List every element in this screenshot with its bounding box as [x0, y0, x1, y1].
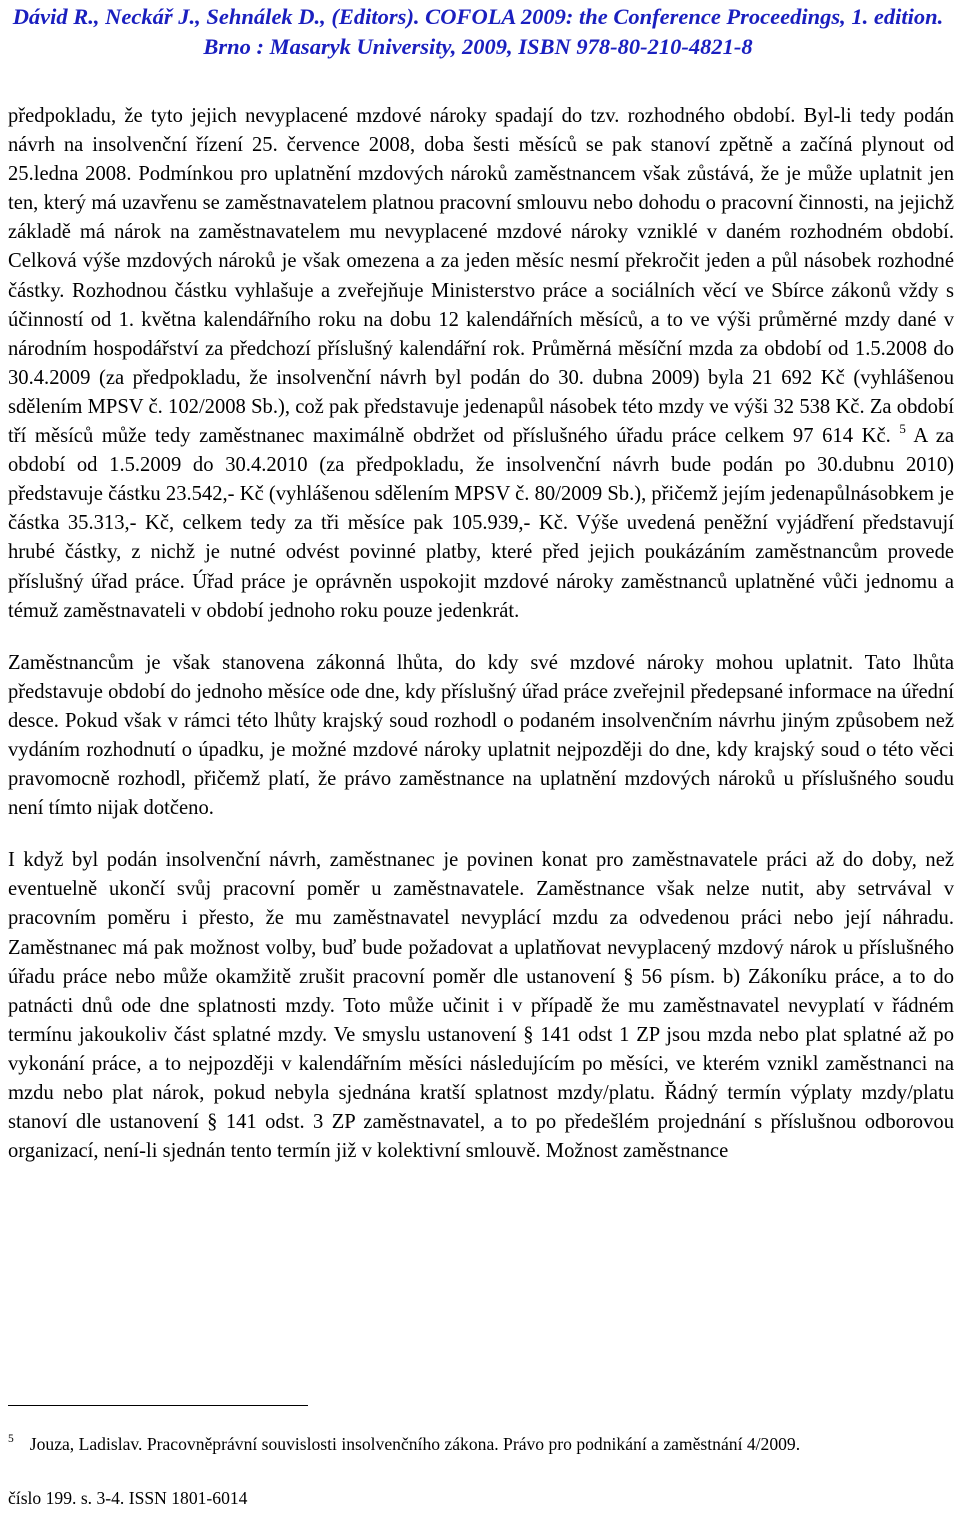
- body-text: [8, 102, 954, 1166]
- footnote-separator: [8, 1405, 308, 1406]
- header-line-publisher: Brno : Masaryk University, 2009, ISBN 978-80-210-4821-8: [203, 34, 753, 59]
- paragraph-wage-claims: [8, 102, 954, 626]
- footnote-text-continued: číslo 199. s. 3-4. ISSN 1801-6014: [8, 1488, 248, 1508]
- footnote: [8, 1432, 954, 1510]
- paragraph-employee-obligations: I když byl podán insolvenční návrh, zaměstnanec je povinen konat pro zaměstnavatele práci až do doby, než eventuelně ukončí svůj pracovní poměr u zaměstnavatele. Zaměstnance však nelze nutit, aby setrvával v pracovním poměru i přesto, že mu zaměstnavatel nevyplácí mzdu za odvedenou práci nebo její náhradu. Zaměstnanec má pak možnost volby, buď bude požadovat a uplatňovat nevyplacený mzdový nárok u příslušného úřadu práce nebo může okamžitě zrušit pracovní poměr dle ustanovení § 56 písm. b) Zákoníku práce, a to do patnácti dnů ode dne splatnosti mzdy. Toto může učinit i v případě že mu zaměstnavatel nevyplatí v řádném termínu jakoukoliv část splatné mzdy. Ve smyslu ustanovení § 141 odst 1 ZP jsou mzda nebo plat splatné až po vykonání práce, a to nejpozději v kalendářním měsíci následujícím po měsíci, ve kterém vznikl zaměstnanci na mzdu nebo plat nárok, pokud nebyla sjednána kratší splatnost mzdy/platu. Řádný termín výplaty mzdy/platu stanoví dle ustanovení § 141 odst. 3 ZP zaměstnavatel, a to po předešlém projednání s příslušnou odborovou organizací, není-li sjednán tento termín již v kolektivní smlouvě. Možnost zaměstnance: [8, 849, 954, 1163]
- footnote-text: Jouza, Ladislav. Pracovněprávní souvislosti insolvenčního zákona. Právo pro podnikání a zaměstnání 4/2009.: [29, 1434, 801, 1454]
- paragraph-text: A za období od 1.5.2009 do 30.4.2010 (za předpokladu, že insolvenční návrh bude podán po 30.dubnu 2010) představuje částku 23.542,- Kč (vyhlášenou sdělením MPSV č. 80/2009 Sb.), přičemž jejím jedenapůlnásobkem je částka 35.313,- Kč, celkem tedy za tři měsíce pak 105.939,- Kč. Výše uvedená peněžní vyjádření představují hrubé částky, z nichž je nutné odvést povinné platby, které před jejich poukázáním zaměstnancům provede příslušný úřad práce. Úřad práce je oprávněn uspokojit mzdové nároky zaměstnanců uplatněné vůči jednomu a témuž zaměstnavateli v období jednoho roku pouze jedenkrát.: [8, 425, 954, 622]
- footnote-reference: 5: [899, 421, 906, 437]
- footnote-mark: 5: [8, 1433, 14, 1445]
- paragraph-text: předpokladu, že tyto jejich nevyplacené mzdové nároky spadají do tzv. rozhodného období. Byl-li tedy podán návrh na insolvenční řízení 25. července 2008, doba šesti měsíců se pak stanoví zpětně a začíná plynout od 25.ledna 2008. Podmínkou pro uplatnění mzdových nároků zaměstnancem však zůstává, že je může uplatnit jen ten, který má uzavřenu se zaměstnavatelem platnou pracovní smlouvu nebo dohodu o pracovní činnosti, na jejichž základě má nárok na zaměstnavatelem mu nevyplacené mzdové nároky vzniklé v daném rozhodném období. Celková výše mzdových nároků je však omezena a za jeden měsíc nesmí překročit jeden a půl násobek rozhodné částky. Rozhodnou částku vyhlašuje a zveřejňuje Ministerstvo práce a sociálních věcí ve Sbírce zákonů vždy s účinností od 1. května kalendářního roku na dobu 12 kalendářních měsíců, a to ve výši průměrné mzdy dané v národním hospodářství za předchozí příslušný kalendářní rok. Průměrná měsíční mzda za období od 1.5.2008 do 30.4.2009 (za předpokladu, že insolvenční návrh byl podán do 30. dubna 2009) byla 21 692 Kč (vyhlášenou sdělením MPSV č. 102/2008 Sb.), což pak představuje jedenapůl násobek této mzdy ve výši 32 538 Kč. Za období tří měsíců může tedy zaměstnanec maximálně obdržet od příslušného úřadu práce celkem 97 614 Kč.: [8, 105, 954, 448]
- header-line-editors: Dávid R., Neckář J., Sehnálek D., (Editors). COFOLA 2009: the Conference Proceedings, 1. edition.: [12, 4, 944, 29]
- proceedings-header: [8, 2, 948, 62]
- paragraph-claim-deadline: Zaměstnancům je však stanovena zákonná lhůta, do kdy své mzdové nároky mohou uplatnit. Tato lhůta představuje období do jednoho měsíce ode dne, kdy příslušný úřad práce zveřejnil předepsané informace na úřední desce. Pokud však v rámci této lhůty krajský soud rozhodl o podaném insolvenčním návrhu jiným způsobem než vydáním rozhodnutí o úpadku, je možné mzdové nároky uplatnit nejpozději do dne, kdy krajský soud o této věci pravomocně rozhodl, přičemž platí, že právo zaměstnance na uplatnění mzdových nároků u příslušného soudu není tímto nijak dotčeno.: [8, 651, 954, 820]
